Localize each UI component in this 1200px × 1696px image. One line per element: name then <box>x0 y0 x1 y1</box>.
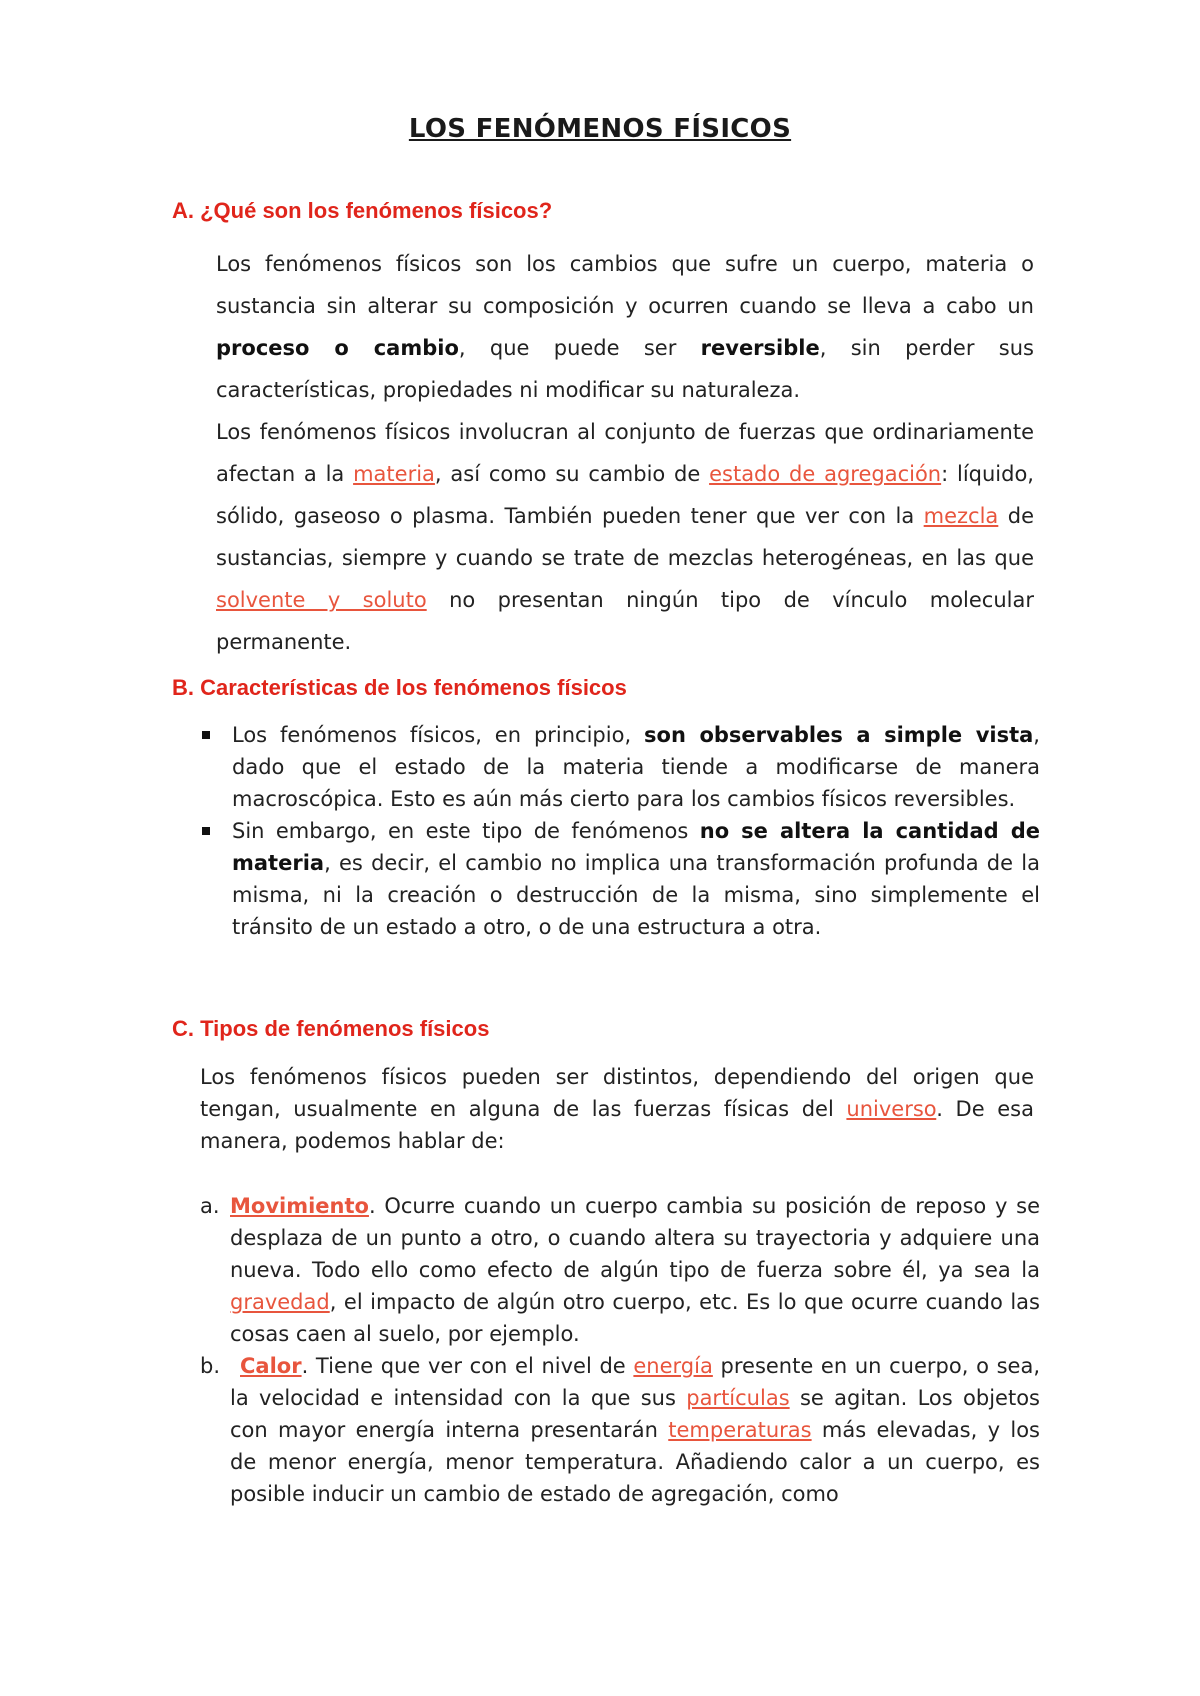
link-movimiento[interactable]: Movimiento <box>230 1194 369 1218</box>
section-a-paragraph-2 <box>216 411 1034 663</box>
text: , así como su cambio de <box>434 462 710 486</box>
text: Los fenómenos físicos, en principio, <box>232 723 645 747</box>
section-a-paragraph-1 <box>216 243 1034 411</box>
text: se agitan. Los objetos con mayor energía interna presentarán <box>230 1386 1040 1442</box>
text: Los fenómenos físicos involucran al conjunto de fuerzas que ordinariamente afectan a la <box>216 420 1034 486</box>
section-b-heading: B. Características de los fenómenos físicos <box>172 675 627 700</box>
list-marker: b. <box>200 1354 221 1378</box>
bold-term: son observables a simple vista <box>644 723 1034 747</box>
text: presente en un cuerpo, o sea, la velocidad e intensidad con la que sus <box>230 1354 1040 1410</box>
list-item <box>200 719 1040 815</box>
bullet-icon <box>202 827 210 835</box>
text: Sin embargo, en este tipo de fenómenos <box>232 819 700 843</box>
list-item <box>200 815 1040 943</box>
list-marker: a. <box>200 1194 220 1218</box>
text: , dado que el estado de la materia tiende a modificarse de manera macroscópica. Esto es aún más cierto para los cambios físicos reversibles. <box>232 723 1040 811</box>
text: . De esa manera, podemos hablar de: <box>200 1097 1034 1153</box>
list-item-calor <box>200 1350 1040 1510</box>
link-gravedad[interactable]: gravedad <box>230 1290 330 1314</box>
text: , sin perder sus características, propiedades ni modificar su naturaleza. <box>216 336 1034 402</box>
link-mezcla[interactable]: mezcla <box>923 504 999 528</box>
bold-term: no se altera la cantidad de materia <box>232 819 1040 875</box>
text: : líquido, sólido, gaseoso o plasma. También pueden tener que ver con la <box>216 462 1034 528</box>
text: , que puede ser <box>458 336 701 360</box>
link-particulas[interactable]: partículas <box>686 1386 790 1410</box>
link-solvente-y-soluto[interactable]: solvente y soluto <box>216 588 427 612</box>
types-list <box>200 1190 1040 1510</box>
section-c-intro <box>200 1061 1034 1157</box>
section-c-heading: C. Tipos de fenómenos físicos <box>172 1016 490 1041</box>
document-title: LOS FENÓMENOS FÍSICOS <box>408 114 792 144</box>
link-calor[interactable]: Calor <box>240 1354 302 1378</box>
text: más elevadas, y los de menor energía, menor temperatura. Añadiendo calor a un cuerpo, es posible inducir un cambio de estado de agregación, como <box>230 1418 1040 1506</box>
link-estado-de-agregacion[interactable]: estado de agregación <box>709 462 942 486</box>
link-temperaturas[interactable]: temperaturas <box>668 1418 812 1442</box>
list-item-movimiento <box>200 1190 1040 1350</box>
link-universo[interactable]: universo <box>846 1097 937 1121</box>
text: , el impacto de algún otro cuerpo, etc. Es lo que ocurre cuando las cosas caen al suelo, por ejemplo. <box>230 1290 1040 1346</box>
text: no presentan ningún tipo de vínculo molecular permanente. <box>216 588 1034 654</box>
text: , es decir, el cambio no implica una transformación profunda de la misma, ni la creación o destrucción de la misma, sino simplemente el tránsito de un estado a otro, o de una estructura a otra. <box>232 851 1040 939</box>
link-energia[interactable]: energía <box>633 1354 713 1378</box>
characteristics-list <box>200 719 1040 943</box>
link-materia[interactable]: materia <box>353 462 435 486</box>
text: . Tiene que ver con el nivel de <box>301 1354 634 1378</box>
text: de sustancias, siempre y cuando se trate de mezclas heterogéneas, en las que <box>216 504 1034 570</box>
text: Los fenómenos físicos pueden ser distintos, dependiendo del origen que tengan, usualmente en alguna de las fuerzas físicas del <box>200 1065 1034 1121</box>
text: Los fenómenos físicos son los cambios que sufre un cuerpo, materia o sustancia sin alterar su composición y ocurren cuando se lleva a cabo un <box>216 252 1034 318</box>
text: . Ocurre cuando un cuerpo cambia su posición de reposo y se desplaza de un punto a otro, o cuando altera su trayectoria y adquiere una nueva. Todo ello como efecto de algún tipo de fuerza sobre él, ya sea la <box>230 1194 1040 1282</box>
section-a-heading: A. ¿Qué son los fenómenos físicos? <box>172 198 553 223</box>
bold-term: proceso o cambio <box>216 336 459 360</box>
bold-term: reversible <box>700 336 820 360</box>
bullet-icon <box>202 731 210 739</box>
